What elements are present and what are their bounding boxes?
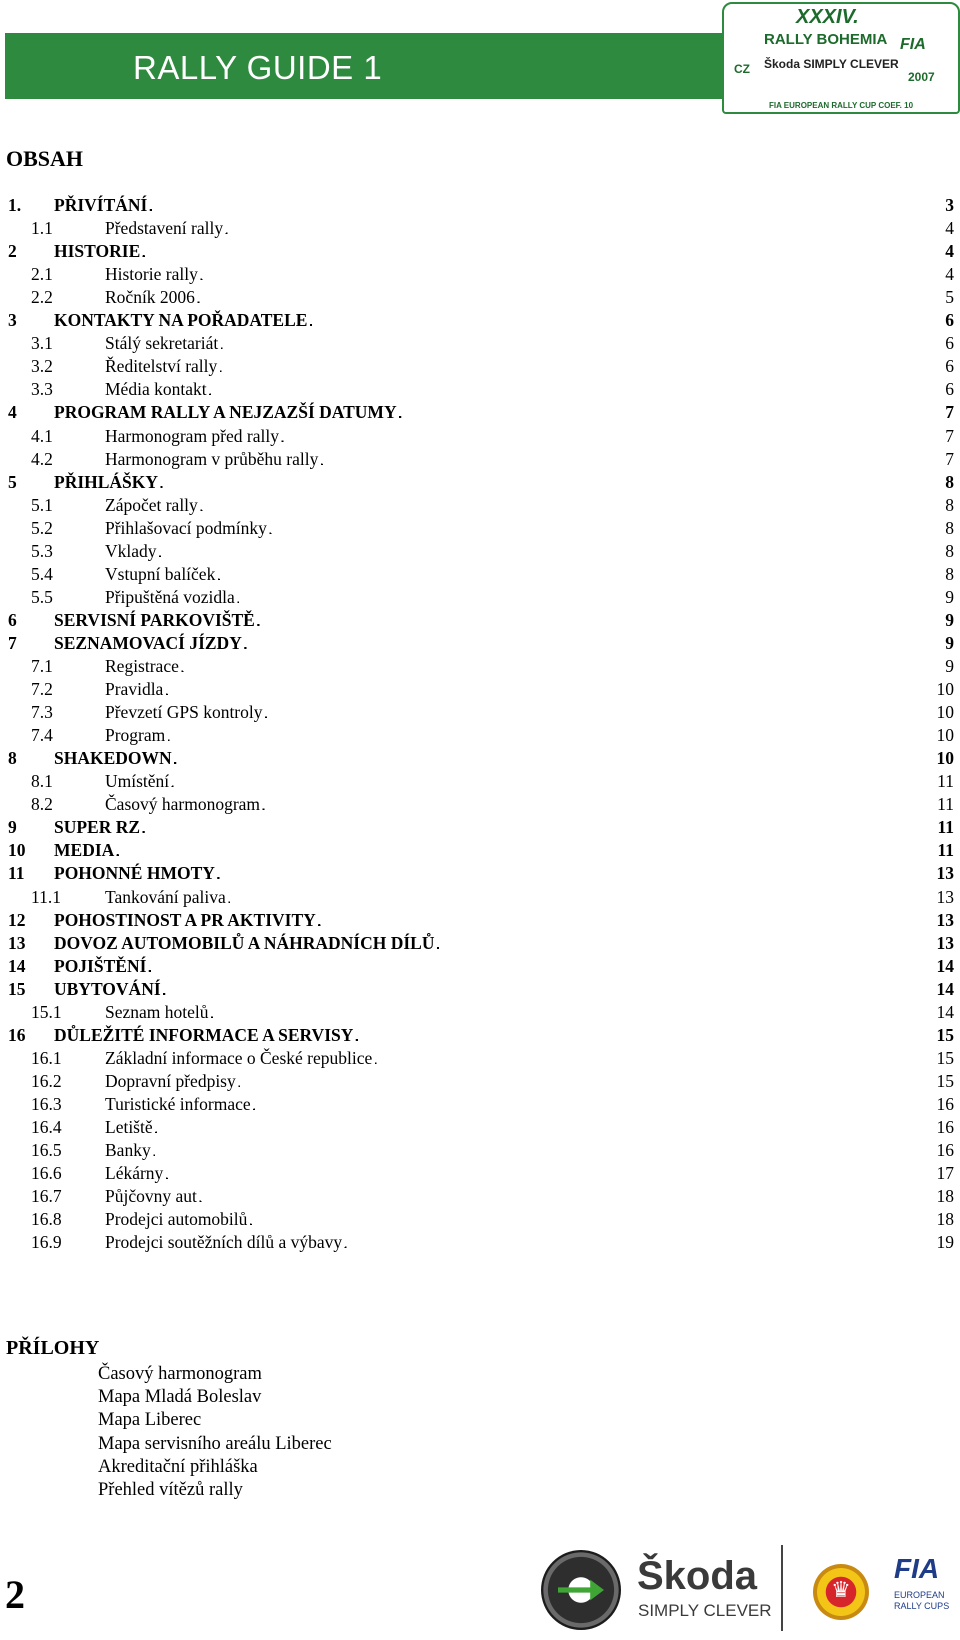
toc-number: 16 — [8, 1024, 26, 1045]
toc-leader-line — [105, 1230, 911, 1256]
toc-number: 5.5 — [31, 586, 53, 607]
toc-page-number: 15 — [936, 1047, 954, 1068]
toc-page-number: 3 — [945, 195, 954, 215]
toc-number: 2 — [8, 241, 17, 262]
toc-title: Seznam hotelů — [105, 1001, 209, 1022]
toc-number: 16.8 — [31, 1209, 62, 1230]
toc-page-number: 14 — [936, 955, 954, 976]
toc-number: 2.1 — [31, 264, 53, 285]
toc-number: 1. — [8, 195, 22, 215]
toc-row[interactable] — [0, 1069, 960, 1093]
footer-divider — [781, 1545, 783, 1631]
toc-page-number: 8 — [945, 563, 954, 584]
toc-title: MEDIA — [54, 840, 115, 861]
toc-title: Harmonogram před rally — [105, 425, 279, 446]
toc-number: 7.4 — [31, 725, 53, 746]
toc-row[interactable] — [0, 539, 960, 563]
toc-row[interactable] — [0, 1115, 960, 1139]
toc-page-number: 9 — [945, 632, 954, 653]
toc-number: 1.1 — [31, 218, 53, 239]
toc-page-number: 7 — [945, 402, 954, 423]
toc-title: Pravidla — [105, 679, 164, 700]
toc-title: DOVOZ AUTOMOBILŮ A NÁHRADNÍCH DÍLŮ — [54, 932, 435, 953]
toc-row[interactable] — [0, 216, 960, 240]
toc-number: 11 — [8, 863, 25, 884]
toc-title: Časový harmonogram — [105, 794, 261, 815]
lion-icon: ♛ — [831, 1577, 851, 1602]
toc-title: Prodejci automobilů — [105, 1209, 248, 1230]
guide-title: RALLY GUIDE 1 — [133, 49, 383, 86]
toc-title: Přihlašovací podmínky — [105, 517, 267, 538]
appendix-item: Mapa Mladá Boleslav — [98, 1387, 262, 1408]
toc-number: 3.1 — [31, 333, 53, 354]
toc-row[interactable] — [0, 354, 960, 378]
toc-number: 16.6 — [31, 1163, 62, 1184]
toc-row[interactable] — [0, 400, 960, 424]
toc-title: Ročník 2006 — [105, 287, 195, 308]
toc-row[interactable] — [0, 654, 960, 678]
toc-page-number: 4 — [945, 264, 954, 285]
toc-row[interactable] — [0, 1023, 960, 1047]
toc-page-number: 15 — [936, 1024, 954, 1045]
toc-row[interactable] — [0, 1000, 960, 1024]
toc-title: Představení rally — [105, 218, 224, 239]
rally-bohemia-badge — [722, 2, 960, 114]
skoda-logo-text: Škoda — [637, 1554, 758, 1598]
toc-number: 5.4 — [31, 563, 53, 584]
toc-number: 16.4 — [31, 1117, 62, 1137]
toc-title: Tankování paliva — [105, 886, 226, 907]
toc-row[interactable] — [0, 838, 960, 862]
toc-page-number: 11 — [937, 817, 954, 838]
toc-page-number: 6 — [945, 356, 954, 377]
toc-page-number: 14 — [936, 1001, 954, 1022]
toc-row[interactable] — [0, 815, 960, 839]
toc-row[interactable] — [0, 1230, 960, 1254]
toc-number: 3.2 — [31, 356, 53, 377]
page-number: 2 — [5, 1572, 25, 1617]
toc-title: Turistické informace — [105, 1093, 251, 1114]
toc-number: 16.7 — [31, 1186, 62, 1207]
toc-number: 16.3 — [31, 1093, 62, 1114]
toc-page-number: 11 — [937, 794, 954, 815]
toc-number: 9 — [8, 817, 17, 838]
toc-row[interactable] — [0, 931, 960, 955]
badge-skoda: Škoda SIMPLY CLEVER — [764, 57, 899, 71]
toc-row[interactable] — [0, 516, 960, 540]
badge-fia: FIA — [900, 36, 926, 53]
toc-page-number: 19 — [936, 1232, 954, 1253]
toc-number: 8.2 — [31, 794, 53, 815]
toc-number: 11.1 — [31, 886, 61, 907]
toc-title: Základní informace o České republice — [105, 1047, 373, 1068]
toc-number: 16.5 — [31, 1140, 62, 1161]
toc-row[interactable] — [0, 792, 960, 816]
toc-number: 8 — [8, 748, 17, 769]
toc-page-number: 16 — [936, 1117, 954, 1137]
toc-title: Program — [105, 725, 166, 746]
toc-row[interactable] — [0, 377, 960, 401]
toc-title: PŘIHLÁŠKY — [54, 471, 159, 492]
toc-page-number: 11 — [937, 771, 954, 792]
toc-title: Dopravní předpisy — [105, 1070, 236, 1091]
toc-number: 10 — [8, 840, 26, 861]
toc-row[interactable] — [0, 331, 960, 355]
toc-title: Převzetí GPS kontroly — [105, 702, 263, 723]
skoda-slogan: SIMPLY CLEVER — [638, 1601, 772, 1620]
toc-row[interactable] — [0, 723, 960, 747]
toc-number: 8.1 — [31, 771, 53, 792]
toc-row[interactable] — [0, 262, 960, 286]
toc-page-number: 14 — [936, 978, 954, 999]
toc-number: 15 — [8, 978, 26, 999]
toc-page-number: 15 — [936, 1070, 954, 1091]
toc-page-number: 18 — [936, 1186, 954, 1207]
toc-number: 5.2 — [31, 517, 53, 538]
toc-title: PŘIVÍTÁNÍ — [54, 195, 148, 215]
toc-title: POJIŠTĚNÍ — [54, 955, 147, 976]
toc-number: 12 — [8, 909, 26, 930]
toc-page-number: 10 — [936, 702, 954, 723]
toc-page-number: 6 — [945, 379, 954, 400]
appendix-title: PŘÍLOHY — [6, 1337, 100, 1359]
toc-title: Harmonogram v průběhu rally — [105, 448, 319, 469]
badge-edition: XXXIV. — [796, 6, 859, 28]
badge-country: CZ — [734, 62, 750, 76]
toc-number: 16.9 — [31, 1232, 62, 1253]
appendix-item: Přehled vítězů rally — [98, 1480, 243, 1500]
toc-number: 4.1 — [31, 425, 53, 446]
fia-logo-text: FIA — [894, 1553, 940, 1584]
toc-dot-leader — [344, 1230, 911, 1256]
toc-title: Lékárny — [105, 1163, 164, 1184]
toc-page-number: 13 — [936, 909, 954, 930]
badge-rally-name: RALLY BOHEMIA — [764, 31, 888, 48]
toc-page-number: 10 — [936, 679, 954, 700]
toc-row[interactable] — [0, 285, 960, 309]
badge-cup: FIA EUROPEAN RALLY CUP COEF. 10 — [768, 101, 914, 110]
toc-page-number: 13 — [936, 863, 954, 884]
toc-title: Vstupní balíček — [105, 563, 216, 584]
toc-title: Historie rally — [105, 264, 198, 285]
toc-number: 7.3 — [31, 702, 53, 723]
toc-row[interactable] — [0, 977, 960, 1001]
toc-title: PROGRAM RALLY A NEJZAZŠÍ DATUMY — [54, 402, 397, 423]
toc-number: 5.1 — [31, 494, 53, 515]
toc-title: Půjčovny aut — [105, 1186, 197, 1207]
toc-row[interactable] — [0, 447, 960, 471]
toc-title: KONTAKTY NA POŘADATELE — [54, 310, 308, 331]
toc-row[interactable] — [0, 677, 960, 701]
toc-row[interactable] — [0, 1138, 960, 1162]
toc-number: 6 — [8, 609, 17, 630]
toc-page-number: 18 — [936, 1209, 954, 1230]
toc-page-number: 17 — [936, 1163, 954, 1184]
toc-title: POHOSTINOST A PR AKTIVITY — [54, 909, 316, 930]
toc-number: 16.1 — [31, 1047, 62, 1068]
toc-page-number: 8 — [945, 471, 954, 492]
toc-title: Ředitelství rally — [105, 356, 218, 377]
toc-page-number: 9 — [945, 656, 954, 676]
toc-title: POHONNÉ HMOTY — [54, 863, 215, 884]
toc-row[interactable] — [0, 769, 960, 793]
toc-title: Média kontakt — [105, 379, 207, 400]
toc-title: SHAKEDOWN — [54, 748, 172, 769]
appendix-item: Mapa servisního areálu Liberec — [98, 1433, 332, 1454]
toc-row[interactable] — [0, 1046, 960, 1070]
toc-page-number: 6 — [945, 333, 954, 354]
toc-number: 14 — [8, 955, 26, 976]
toc-row[interactable] — [0, 954, 960, 978]
toc-page-number: 10 — [936, 748, 954, 769]
toc-row[interactable] — [0, 193, 960, 217]
toc-row[interactable] — [0, 861, 960, 885]
toc-title: DŮLEŽITÉ INFORMACE A SERVISY — [54, 1024, 354, 1045]
toc-page-number: 8 — [945, 540, 954, 561]
toc-page-number: 9 — [945, 586, 954, 607]
toc-number: 16.2 — [31, 1070, 62, 1091]
toc-row[interactable] — [0, 1184, 960, 1208]
toc-number: 4.2 — [31, 448, 53, 469]
toc-title: UBYTOVÁNÍ — [54, 978, 161, 999]
toc-title: SUPER RZ — [54, 817, 141, 838]
toc-title: Připuštěná vozidla — [105, 586, 235, 607]
toc-row[interactable] — [0, 608, 960, 632]
toc-row[interactable] — [0, 885, 960, 909]
toc-number: 7 — [8, 632, 17, 653]
toc-number: 4 — [8, 402, 17, 423]
toc-page-number: 5 — [945, 287, 954, 308]
toc-title: HISTORIE — [54, 241, 141, 262]
toc-page-number: 4 — [945, 241, 954, 262]
toc-row[interactable] — [0, 1161, 960, 1185]
appendix-item: Akreditační přihláška — [98, 1456, 258, 1477]
toc-page-number: 10 — [936, 725, 954, 746]
toc-page-number: 11 — [937, 840, 954, 861]
toc-row[interactable] — [0, 631, 960, 655]
toc-row[interactable] — [0, 424, 960, 448]
toc-number: 13 — [8, 932, 26, 953]
toc-title: Banky — [105, 1140, 151, 1161]
toc-row[interactable] — [0, 1207, 960, 1231]
toc-row[interactable] — [0, 1092, 960, 1116]
toc-row[interactable] — [0, 700, 960, 724]
toc-title: Stálý sekretariát — [105, 333, 219, 354]
appendix-item: Časový harmonogram — [98, 1364, 262, 1384]
toc-title: Prodejci soutěžních dílů a výbavy — [105, 1232, 343, 1253]
toc-page-number: 13 — [936, 886, 954, 907]
toc-page-number: 6 — [945, 310, 954, 331]
toc-page-number: 7 — [945, 425, 954, 446]
toc-number: 3.3 — [31, 379, 53, 400]
toc-page-number: 16 — [936, 1140, 954, 1161]
toc-title: Umístění — [105, 771, 170, 792]
fia-subtitle: EUROPEAN RALLY CUPS — [894, 1590, 950, 1611]
toc-row[interactable] — [0, 470, 960, 494]
toc-title: Registrace — [105, 656, 179, 676]
toc-number: 7.2 — [31, 679, 53, 700]
appendix-item: Mapa Liberec — [98, 1410, 202, 1431]
toc-number: 3 — [8, 310, 17, 331]
toc-page-number: 4 — [945, 218, 954, 239]
toc-title: Letiště — [105, 1117, 153, 1137]
toc-row[interactable] — [0, 308, 960, 332]
toc-page-number: 8 — [945, 494, 954, 515]
contents-title: OBSAH — [6, 146, 84, 171]
toc-number: 15.1 — [31, 1001, 62, 1022]
toc-number: 7.1 — [31, 656, 53, 676]
toc-number: 5 — [8, 471, 17, 492]
toc-row[interactable] — [0, 493, 960, 517]
toc-row[interactable] — [0, 746, 960, 770]
toc-page-number: 8 — [945, 517, 954, 538]
toc-page-number: 9 — [945, 609, 954, 630]
toc-row[interactable] — [0, 239, 960, 263]
toc-page-number: 16 — [936, 1093, 954, 1114]
toc-row[interactable] — [0, 562, 960, 586]
toc-page-number: 7 — [945, 448, 954, 469]
toc-number: 5.3 — [31, 540, 53, 561]
toc-row[interactable] — [0, 585, 960, 609]
toc-row[interactable] — [0, 908, 960, 932]
toc-page-number: 13 — [936, 932, 954, 953]
toc-number: 2.2 — [31, 287, 53, 308]
badge-year: 2007 — [908, 70, 935, 84]
toc-title: SERVISNÍ PARKOVIŠTĚ — [54, 609, 255, 630]
toc-title: Zápočet rally — [105, 494, 198, 515]
toc-title: SEZNAMOVACÍ JÍZDY — [54, 632, 242, 653]
toc-title: Vklady — [105, 540, 157, 561]
